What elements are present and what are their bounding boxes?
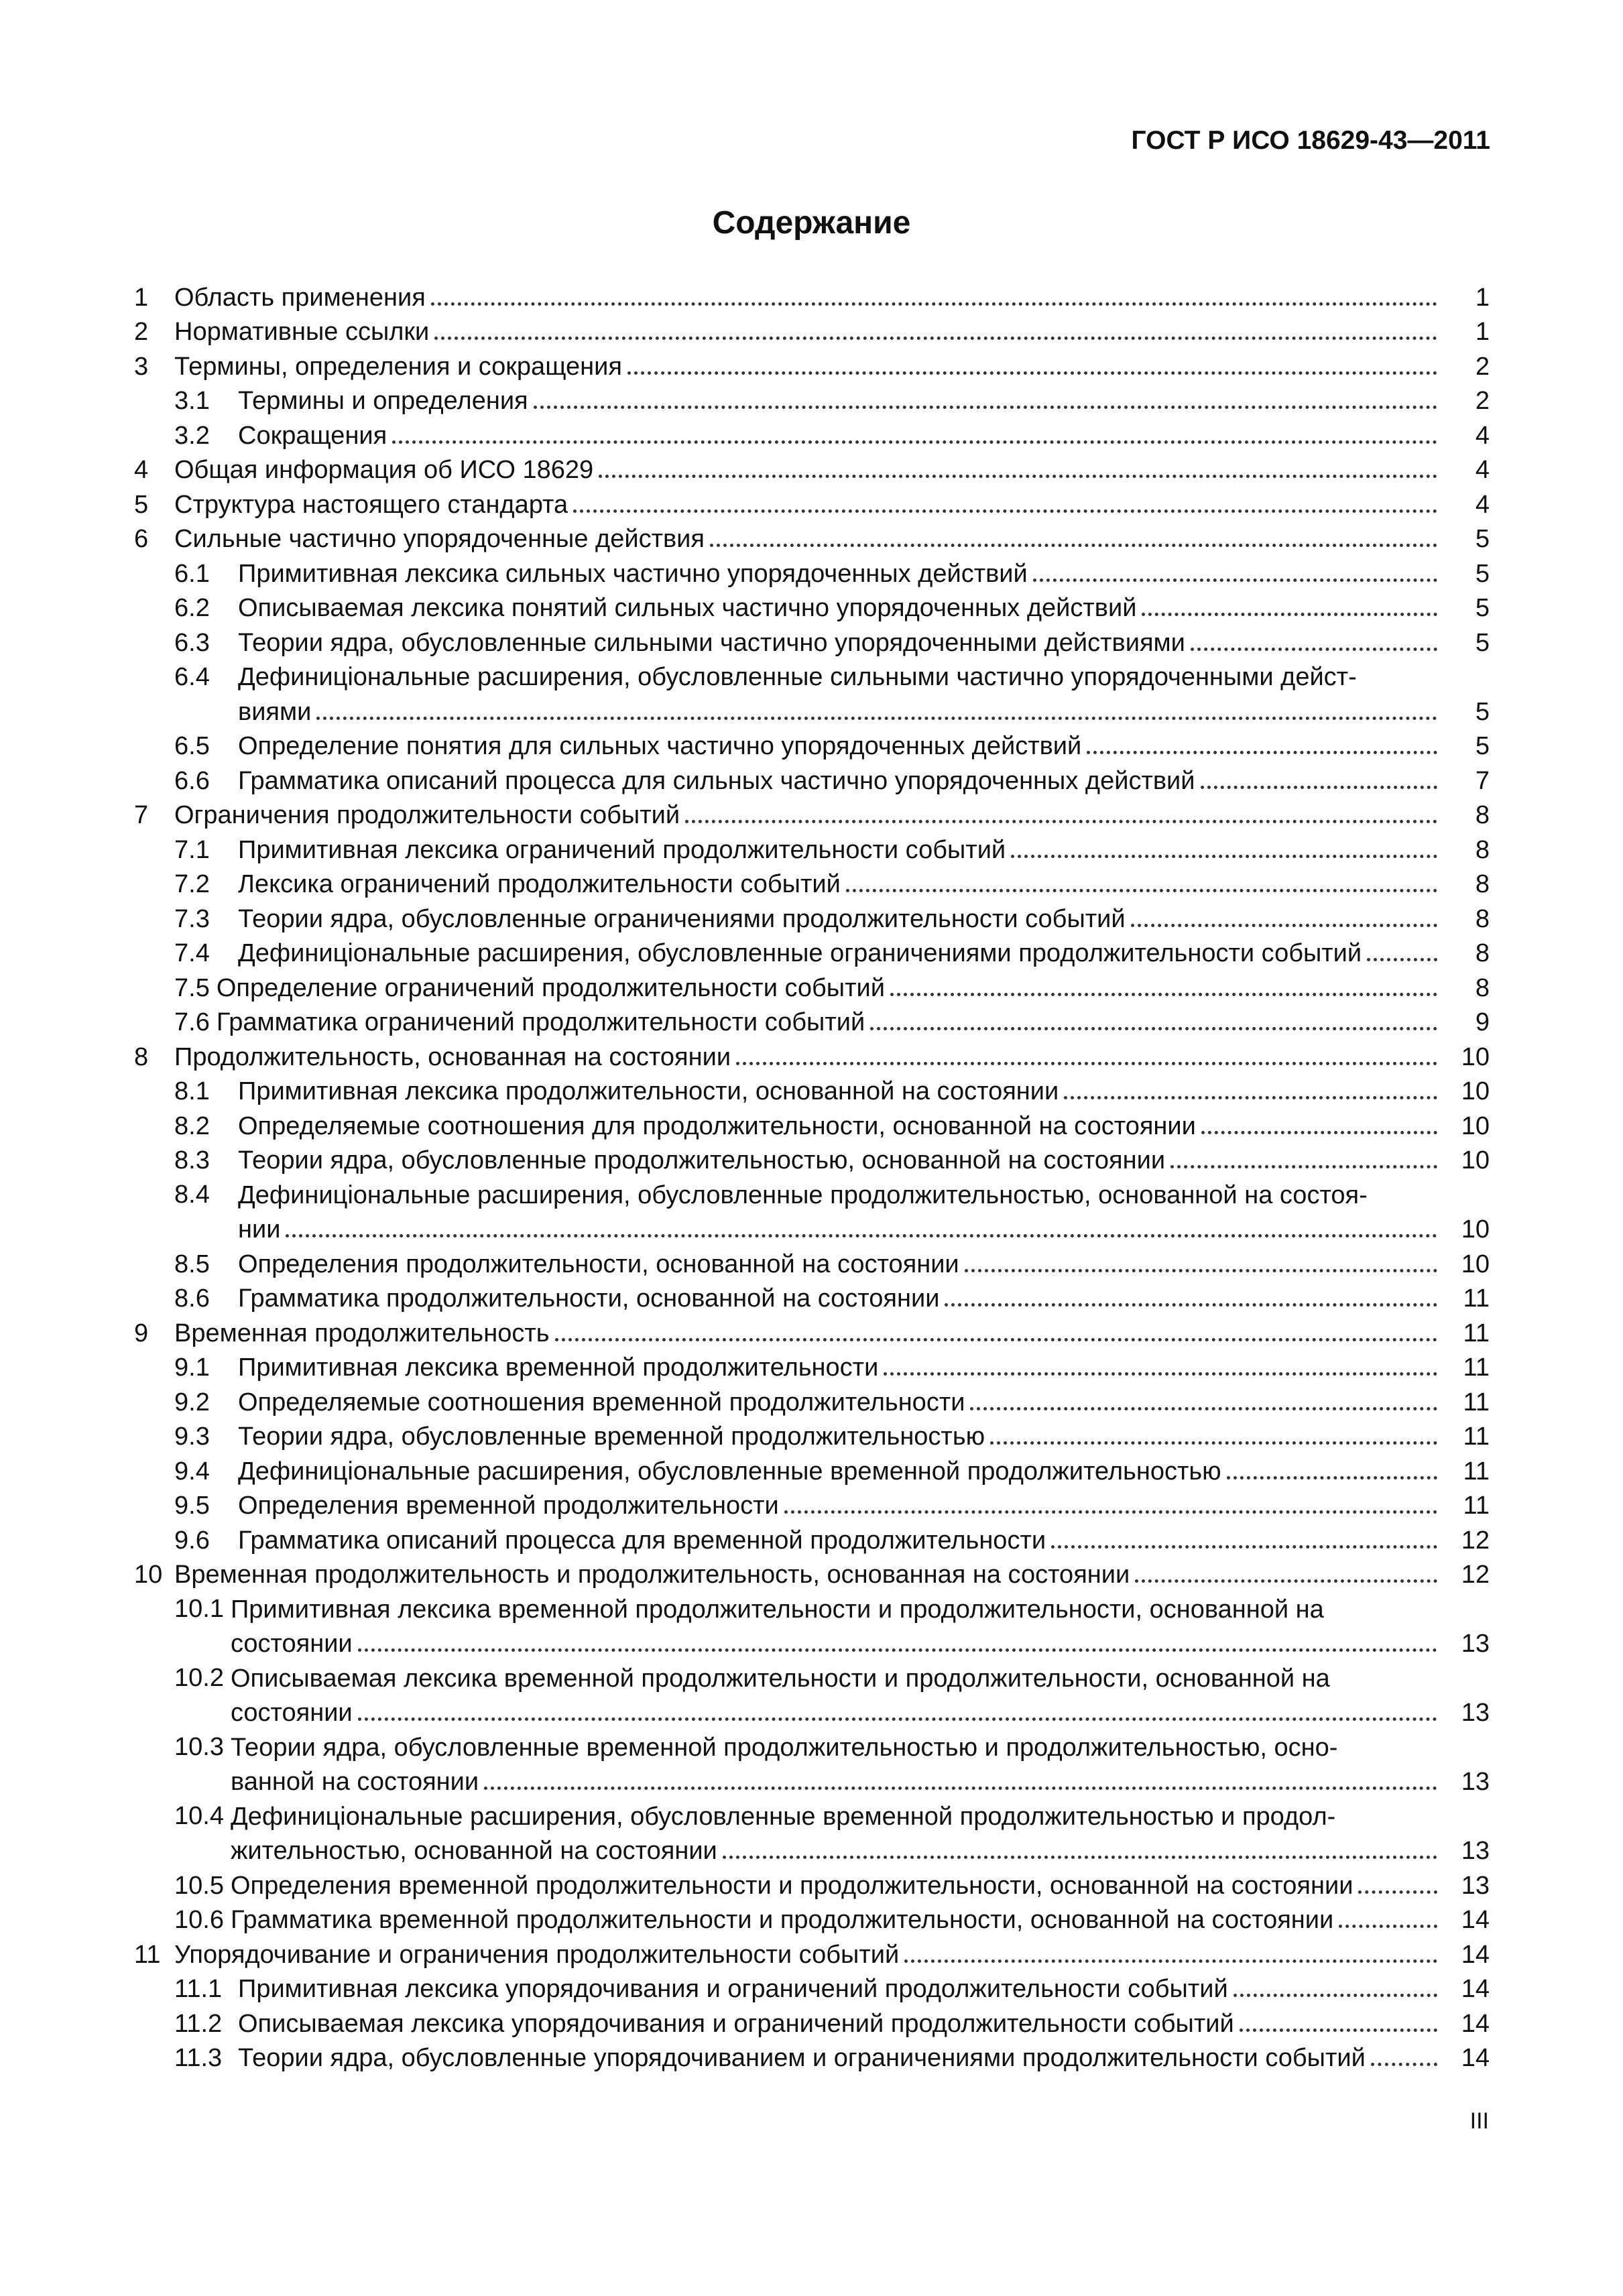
toc-entry[interactable] (134, 1589, 1490, 1658)
toc-entry-page: 1 (1475, 283, 1490, 312)
toc-entry-number: 1 (134, 283, 149, 312)
dot-leader (870, 1027, 1437, 1030)
toc-entry-page: 13 (1461, 1699, 1490, 1727)
toc-entry-page: 8 (1475, 870, 1490, 898)
dot-leader (685, 820, 1437, 823)
toc-entry-page: 10 (1461, 1250, 1490, 1278)
toc-entry-title: Теории ядра, обусловленные временной продолжительностью и продолжительностью, осно- (230, 1733, 1338, 1762)
toc-entry-page: 8 (1475, 973, 1490, 1002)
toc-entry-title: Временная продолжительность (174, 1319, 550, 1347)
toc-entry-page: 10 (1461, 1215, 1490, 1244)
toc-entry[interactable] (134, 934, 1490, 969)
toc-entry[interactable] (134, 1658, 1490, 1728)
toc-entry-page: 10 (1461, 1042, 1490, 1071)
dot-leader (1191, 648, 1437, 651)
toc-entry-title: Теории ядра, обусловленные сильными частично упорядоченными действиями (238, 628, 1185, 657)
toc-entry-number: 6.6 (174, 766, 210, 795)
toc-entry-number: 11.3 (174, 2044, 223, 2072)
dot-leader (890, 993, 1437, 996)
toc-entry-page: 11 (1463, 1423, 1490, 1451)
toc-entry-page: 12 (1461, 1526, 1490, 1555)
toc-entry-number: 4 (134, 456, 149, 484)
toc-entry-number: 9.6 (174, 1526, 210, 1555)
toc-entry-title: Примитивная лексика упорядочивания и ограничений продолжительности событий (238, 1975, 1228, 2003)
dot-leader (904, 1959, 1437, 1963)
toc-entry[interactable] (134, 1417, 1490, 1452)
toc-entry-number: 9.2 (174, 1388, 210, 1416)
table-of-contents (134, 278, 1490, 2073)
toc-entry-title: Грамматика временной продолжительности и продолжительности, основанной на состоянии (230, 1906, 1334, 1934)
toc-entry[interactable] (134, 1797, 1490, 1866)
toc-entry[interactable] (134, 830, 1490, 865)
dot-leader (392, 440, 1437, 444)
dot-leader (710, 544, 1437, 547)
toc-entry-title: Грамматика описаний процесса для временной продолжительности (238, 1526, 1046, 1555)
toc-entry-page: 5 (1475, 525, 1490, 553)
toc-entry-title: Дефиниціональные расширения, обусловленные сильными частично упорядоченными дейст- (238, 663, 1357, 691)
toc-entry-number: 7.3 (174, 904, 210, 933)
toc-entry-title: Примитивная лексика продолжительности, основанной на состоянии (238, 1077, 1059, 1105)
toc-entry[interactable] (134, 623, 1490, 658)
dot-leader (1064, 1096, 1437, 1099)
dot-leader (484, 1787, 1437, 1790)
toc-entry-number: 7.2 (174, 870, 210, 898)
toc-entry[interactable] (134, 1244, 1490, 1279)
dot-leader (970, 1407, 1437, 1410)
toc-entry-number: 6.2 (174, 594, 210, 622)
toc-entry-page: 2 (1475, 387, 1490, 415)
toc-entry-number: 8.4 (174, 1181, 210, 1209)
dot-leader (555, 1338, 1437, 1341)
toc-entry-title: Сильные частично упорядоченные действия (174, 525, 705, 553)
toc-entry[interactable] (134, 1382, 1490, 1417)
toc-entry-page: 12 (1461, 1561, 1490, 1589)
toc-entry[interactable] (134, 1866, 1490, 1900)
toc-entry-page: 4 (1475, 421, 1490, 450)
dot-leader (990, 1441, 1437, 1445)
toc-entry-number: 7 (134, 801, 149, 829)
toc-entry-number: 10.1 (174, 1595, 224, 1623)
toc-entry-number: 10.2 (174, 1664, 224, 1692)
toc-entry-page: 10 (1461, 1111, 1490, 1140)
toc-entry-title: Временная продолжительность и продолжительность, основанная на состоянии (174, 1561, 1130, 1589)
toc-entry[interactable] (134, 1313, 1490, 1348)
toc-entry[interactable] (134, 1555, 1490, 1590)
dot-leader (316, 717, 1437, 720)
toc-entry[interactable] (134, 416, 1490, 450)
toc-entry-page: 10 (1461, 1077, 1490, 1105)
toc-entry-number: 11 (134, 1940, 161, 1969)
dot-leader (1339, 1925, 1437, 1928)
toc-entry-page: 2 (1475, 352, 1490, 381)
toc-entry[interactable] (134, 1279, 1490, 1314)
toc-entry-number: 6.3 (174, 628, 210, 657)
toc-entry-page: 11 (1463, 1388, 1490, 1416)
toc-entry-title-continued: нии (238, 1215, 281, 1244)
toc-entry-title: Описываемая лексика временной продолжительности и продолжительности, основанной на (230, 1664, 1330, 1693)
toc-entry-page: 11 (1463, 1319, 1490, 1347)
toc-entry-title: Грамматика продолжительности, основанной на состоянии (238, 1284, 940, 1313)
toc-entry[interactable] (134, 1900, 1490, 1935)
toc-entry-page: 5 (1475, 559, 1490, 588)
toc-entry-number: 7.1 (174, 835, 210, 864)
toc-entry-title: Дефиниціональные расширения, обусловленные временной продолжительностью (238, 1457, 1221, 1486)
toc-entry-page: 10 (1461, 1146, 1490, 1174)
toc-entry-page: 9 (1475, 1008, 1490, 1036)
toc-entry-title: Определение ограничений продолжительности событий (216, 973, 885, 1002)
dot-leader (1240, 2029, 1437, 2032)
toc-entry[interactable] (134, 1451, 1490, 1486)
toc-entry[interactable] (134, 968, 1490, 1003)
toc-entry[interactable] (134, 1106, 1490, 1141)
toc-entry-title: Грамматика ограничений продолжительности событий (216, 1008, 865, 1036)
toc-entry[interactable] (134, 899, 1490, 934)
dot-leader (1367, 958, 1437, 961)
toc-entry-page: 14 (1461, 1940, 1490, 1969)
dot-leader (1358, 1890, 1437, 1894)
toc-entry-title: Дефиниціональные расширения, обусловленные временной продолжительностью и продол- (230, 1802, 1336, 1831)
toc-entry-title: Примитивная лексика временной продолжительности и продолжительности, основанной на (230, 1595, 1324, 1624)
toc-entry-title: Определения временной продолжительности (238, 1492, 779, 1520)
toc-entry-page: 5 (1475, 628, 1490, 657)
dot-leader (358, 1717, 1437, 1721)
toc-entry-number: 6.1 (174, 559, 210, 588)
toc-entry-page: 11 (1463, 1284, 1490, 1313)
toc-entry-page: 5 (1475, 732, 1490, 760)
dot-leader (1051, 1545, 1437, 1549)
toc-entry-page: 8 (1475, 835, 1490, 864)
dot-leader (1131, 924, 1437, 927)
toc-entry-number: 8.3 (174, 1146, 210, 1174)
toc-entry-number: 10.3 (174, 1733, 224, 1761)
document-id: ГОСТ Р ИСО 18629-43—2011 (1131, 126, 1490, 155)
toc-entry-title: Термины и определения (238, 387, 528, 415)
toc-entry-title: Теории ядра, обусловленные ограничениями продолжительности событий (238, 904, 1126, 933)
toc-entry-number: 8.1 (174, 1077, 210, 1105)
dot-leader (1201, 786, 1437, 789)
toc-entry-number: 6 (134, 525, 149, 553)
dot-leader (286, 1234, 1437, 1237)
toc-entry-number: 11.2 (174, 2009, 223, 2038)
toc-entry-page: 11 (1463, 1353, 1490, 1382)
toc-entry-title: Теории ядра, обусловленные упорядочиванием и ограничениями продолжительности событий (238, 2044, 1366, 2072)
toc-entry-title: Определения продолжительности, основанной на состоянии (238, 1250, 959, 1278)
toc-entry-number: 3 (134, 352, 149, 381)
toc-entry-title: Определяемые соотношения временной продолжительности (238, 1388, 965, 1416)
toc-entry[interactable] (134, 2004, 1490, 2039)
toc-entry-title: Общая информация об ИСО 18629 (174, 456, 594, 484)
dot-leader (736, 1062, 1437, 1065)
toc-entry-page: 11 (1463, 1457, 1490, 1486)
toc-entry[interactable] (134, 727, 1490, 762)
toc-entry-title: Ограничения продолжительности событий (174, 801, 680, 829)
toc-entry[interactable] (134, 1728, 1490, 1797)
toc-entry[interactable] (134, 554, 1490, 589)
dot-leader (434, 337, 1437, 340)
toc-entry-title: Примитивная лексика временной продолжительности (238, 1353, 879, 1382)
toc-entry-number: 11.1 (174, 1975, 223, 2003)
toc-entry-title: Продолжительность, основанная на состоянии (174, 1042, 731, 1071)
toc-entry-title: Теории ядра, обусловленные временной продолжительностью (238, 1423, 985, 1451)
toc-entry[interactable] (134, 1935, 1490, 1970)
toc-entry[interactable] (134, 1141, 1490, 1176)
toc-entry[interactable] (134, 450, 1490, 485)
toc-entry-number: 7.4 (174, 939, 210, 967)
dot-leader (1201, 1131, 1437, 1134)
toc-entry-title: Примитивная лексика сильных частично упорядоченных действий (238, 559, 1028, 588)
toc-entry-number: 9.5 (174, 1492, 210, 1520)
dot-leader (431, 302, 1437, 306)
toc-entry-title: Теории ядра, обусловленные продолжительностью, основанной на состоянии (238, 1146, 1166, 1174)
dot-leader (1371, 2063, 1437, 2066)
toc-entry-number: 8 (134, 1042, 149, 1071)
toc-entry-page: 13 (1461, 1630, 1490, 1658)
toc-entry-title: Описываемая лексика понятий сильных частично упорядоченных действий (238, 594, 1137, 622)
toc-entry-title: Термины, определения и сокращения (174, 352, 622, 381)
toc-entry-number: 10.4 (174, 1802, 224, 1830)
toc-entry-page: 13 (1461, 1871, 1490, 1900)
toc-entry-title: Нормативные ссылки (174, 318, 430, 346)
toc-entry[interactable] (134, 865, 1490, 900)
toc-entry-number: 10 (134, 1561, 163, 1589)
toc-entry-title-continued: ванной на состоянии (230, 1768, 479, 1796)
toc-entry-page: 7 (1475, 766, 1490, 795)
toc-entry[interactable] (134, 347, 1490, 381)
toc-entry[interactable] (134, 796, 1490, 831)
dot-leader (784, 1510, 1437, 1514)
dot-leader (884, 1372, 1437, 1376)
dot-leader (1142, 613, 1437, 616)
dot-leader (723, 1856, 1437, 1859)
toc-entry-title: Описываемая лексика упорядочивания и ограничений продолжительности событий (238, 2009, 1234, 2038)
toc-entry-number: 8.5 (174, 1250, 210, 1278)
toc-entry-title: Область применения (174, 283, 426, 312)
toc-entry[interactable] (134, 1175, 1490, 1244)
dot-leader (1170, 1165, 1437, 1168)
dot-leader (573, 509, 1437, 513)
toc-entry-title: Определяемые соотношения для продолжительности, основанной на состоянии (238, 1111, 1196, 1140)
toc-title: Содержание (712, 205, 911, 241)
toc-entry-number: 10.6 (174, 1906, 224, 1934)
toc-entry-title: Грамматика описаний процесса для сильных частично упорядоченных действий (238, 766, 1195, 795)
toc-entry-page: 4 (1475, 456, 1490, 484)
toc-entry-title: Дефиниціональные расширения, обусловленные ограничениями продолжительности событий (238, 939, 1362, 967)
dot-leader (846, 889, 1437, 892)
toc-entry-page: 13 (1461, 1768, 1490, 1796)
toc-entry-number: 5 (134, 490, 149, 519)
toc-entry-page: 14 (1461, 2009, 1490, 2038)
toc-entry-number: 9.4 (174, 1457, 210, 1486)
page-number: III (1469, 2108, 1489, 2134)
toc-entry[interactable] (134, 2039, 1490, 2073)
toc-entry-number: 8.2 (174, 1111, 210, 1140)
toc-entry-number: 6.4 (174, 662, 210, 691)
toc-entry-title: Дефиниціональные расширения, обусловленные продолжительностью, основанной на состоя- (238, 1181, 1368, 1209)
toc-entry[interactable] (134, 1486, 1490, 1521)
toc-entry-page: 4 (1475, 490, 1490, 519)
toc-entry[interactable] (134, 1520, 1490, 1555)
dot-leader (965, 1269, 1437, 1272)
dot-leader (627, 371, 1437, 375)
toc-entry-number: 8.6 (174, 1284, 210, 1313)
toc-entry-title: Структура настоящего стандарта (174, 490, 568, 519)
toc-entry[interactable] (134, 1072, 1490, 1107)
toc-entry-number: 9 (134, 1319, 149, 1347)
toc-entry-title: Упорядочивание и ограничения продолжительности событий (174, 1940, 900, 1969)
toc-entry-number: 9.3 (174, 1423, 210, 1451)
toc-entry[interactable] (134, 658, 1490, 727)
toc-entry-page: 8 (1475, 904, 1490, 933)
dot-leader (599, 475, 1437, 478)
dot-leader (1135, 1579, 1437, 1583)
toc-entry-title: Определения временной продолжительности и продолжительности, основанной на состоянии (230, 1871, 1354, 1900)
dot-leader (1227, 1476, 1437, 1479)
toc-entry-page: 14 (1461, 2044, 1490, 2072)
toc-entry-page: 5 (1475, 697, 1490, 726)
dot-leader (1011, 855, 1437, 858)
toc-entry[interactable] (134, 1037, 1490, 1072)
toc-entry-page: 11 (1463, 1492, 1490, 1520)
toc-entry-page: 8 (1475, 801, 1490, 829)
toc-entry-page: 1 (1475, 318, 1490, 346)
dot-leader (358, 1648, 1437, 1652)
toc-entry[interactable] (134, 1970, 1490, 2004)
toc-entry-title-continued: состоянии (230, 1699, 353, 1727)
toc-entry-title: Сокращения (238, 421, 387, 450)
toc-entry-page: 5 (1475, 594, 1490, 622)
toc-entry-page: 14 (1461, 1906, 1490, 1934)
toc-entry[interactable] (134, 1003, 1490, 1038)
toc-entry-number: 7.5 (174, 973, 210, 1002)
toc-entry[interactable] (134, 381, 1490, 416)
dot-leader (534, 406, 1437, 409)
toc-entry[interactable] (134, 1348, 1490, 1383)
toc-entry[interactable] (134, 312, 1490, 347)
toc-entry-page: 14 (1461, 1975, 1490, 2003)
dot-leader (1087, 751, 1437, 754)
toc-entry-number: 6.5 (174, 732, 210, 760)
toc-entry-number: 9.1 (174, 1353, 210, 1382)
toc-entry-page: 8 (1475, 939, 1490, 967)
toc-entry-title-continued: виями (238, 697, 312, 726)
toc-entry-title-continued: жительностью, основанной на состоянии (230, 1837, 717, 1865)
toc-entry-number: 3.2 (174, 421, 210, 450)
toc-entry-number: 3.1 (174, 387, 210, 415)
dot-leader (945, 1303, 1437, 1307)
toc-entry-title: Примитивная лексика ограничений продолжительности событий (238, 835, 1006, 864)
dot-leader (1234, 1994, 1437, 1997)
toc-entry[interactable] (134, 520, 1490, 554)
toc-entry[interactable] (134, 278, 1490, 312)
toc-entry[interactable] (134, 485, 1490, 520)
toc-entry-page: 13 (1461, 1837, 1490, 1865)
toc-entry[interactable] (134, 589, 1490, 623)
toc-entry-title: Определение понятия для сильных частично упорядоченных действий (238, 732, 1082, 760)
toc-entry-number: 10.5 (174, 1871, 224, 1900)
toc-entry-title: Лексика ограничений продолжительности событий (238, 870, 841, 898)
toc-entry[interactable] (134, 761, 1490, 796)
toc-entry-number: 2 (134, 318, 149, 346)
dot-leader (1033, 579, 1437, 582)
toc-entry-title-continued: состоянии (230, 1630, 353, 1658)
toc-entry-number: 7.6 (174, 1008, 210, 1036)
